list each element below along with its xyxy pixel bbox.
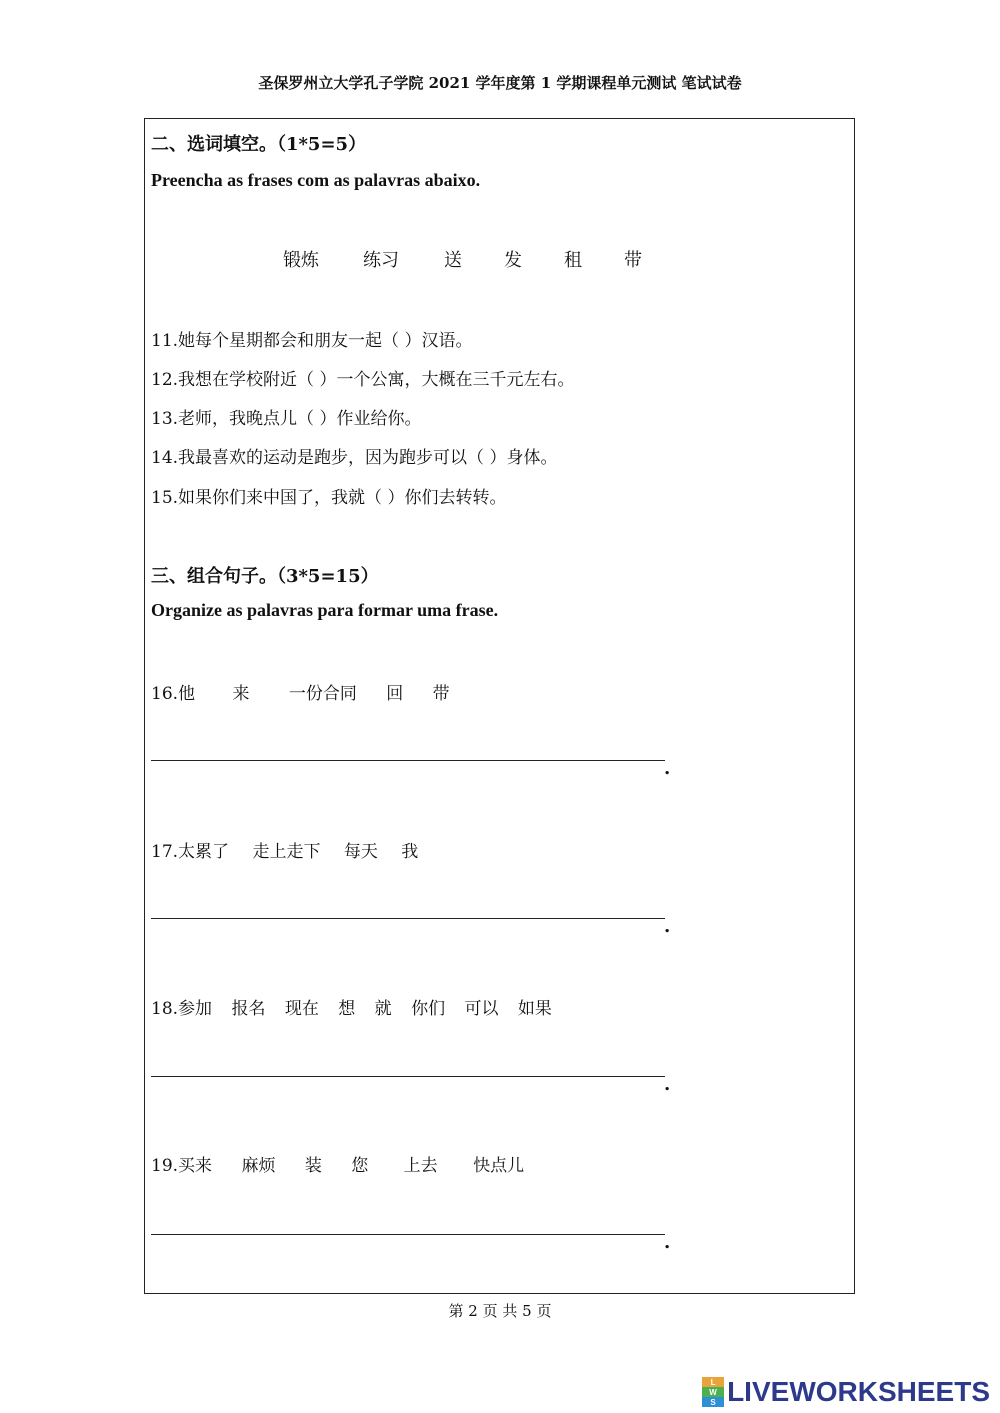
question-number: 16. (151, 684, 179, 704)
section3-title: 三、组合句子。（3*5=15） (151, 566, 379, 587)
word-chip: 来 (232, 684, 250, 704)
question-14: 14.我最喜欢的运动是跑步，因为跑步可以（ ）身体。 (151, 448, 558, 468)
page-header: 圣保罗州立大学孔子学院 2021 学年度第 1 学期课程单元测试 笔试试卷 (258, 74, 742, 92)
word-chip: 参加 (178, 999, 213, 1019)
word-chip: 每天 (343, 842, 378, 862)
question-number: 17. (151, 842, 179, 862)
word-chip: 麻烦 (241, 1156, 276, 1176)
word-bank-item: 练习 (363, 250, 399, 271)
question-17 (151, 837, 418, 862)
word-chip: 他 (178, 684, 196, 704)
word-chip: 太累了 (178, 842, 230, 862)
section2-instruction: Preencha as frases com as palavras abaixo. (151, 170, 481, 190)
logo-badge-icon (702, 1377, 724, 1407)
logo-text: LIVEWORKSHEETS (727, 1376, 990, 1407)
answer-period: . (664, 916, 671, 937)
question-16 (151, 679, 450, 704)
section2-title: 二、选词填空。（1*5=5） (151, 134, 367, 155)
badge-letter: S (702, 1397, 724, 1407)
word-chip: 装 (304, 1156, 322, 1176)
answer-period: . (664, 1232, 671, 1253)
question-number: 18. (151, 999, 179, 1019)
question-number: 19. (151, 1156, 179, 1176)
question-11: 11.她每个星期都会和朋友一起（ ）汉语。 (151, 331, 473, 351)
word-chip: 上去 (403, 1156, 438, 1176)
question-13: 13.老师，我晚点儿（ ）作业给你。 (151, 409, 422, 429)
word-chip: 带 (432, 684, 450, 704)
answer-line-17[interactable] (151, 918, 665, 919)
badge-letter: L (702, 1377, 724, 1387)
badge-letter: W (702, 1387, 724, 1397)
word-chip: 买来 (178, 1156, 213, 1176)
word-chip: 一份合同 (288, 684, 357, 704)
word-chip: 就 (374, 999, 392, 1019)
word-chip: 想 (338, 999, 356, 1019)
answer-line-19[interactable] (151, 1234, 665, 1235)
word-bank-item: 锻炼 (283, 250, 319, 271)
word-chip: 如果 (517, 999, 552, 1019)
word-chip: 您 (351, 1156, 369, 1176)
answer-period: . (664, 1074, 671, 1095)
page-number: 第 2 页 共 5 页 (448, 1302, 552, 1320)
word-chip: 快点儿 (473, 1156, 525, 1176)
answer-period: . (664, 758, 671, 779)
question-19 (151, 1151, 524, 1176)
word-chip: 走上走下 (252, 842, 321, 862)
word-bank-item: 发 (504, 250, 522, 271)
section3-instruction: Organize as palavras para formar uma frase. (151, 600, 499, 620)
question-15: 15.如果你们来中国了，我就（ ）你们去转转。 (151, 488, 507, 508)
question-18 (151, 994, 552, 1019)
word-chip: 报名 (231, 999, 266, 1019)
word-bank-item: 送 (444, 250, 462, 271)
word-chip: 回 (386, 684, 404, 704)
word-bank-item: 带 (624, 250, 642, 271)
word-chip: 我 (401, 842, 419, 862)
word-chip: 可以 (464, 999, 499, 1019)
word-bank-item: 租 (564, 250, 582, 271)
answer-line-18[interactable] (151, 1076, 665, 1077)
question-frame (144, 118, 855, 1294)
answer-line-16[interactable] (151, 760, 665, 761)
liveworksheets-logo[interactable] (702, 1376, 990, 1408)
word-chip: 现在 (284, 999, 319, 1019)
question-12: 12.我想在学校附近（ ）一个公寓，大概在三千元左右。 (151, 370, 575, 390)
word-chip: 你们 (411, 999, 446, 1019)
